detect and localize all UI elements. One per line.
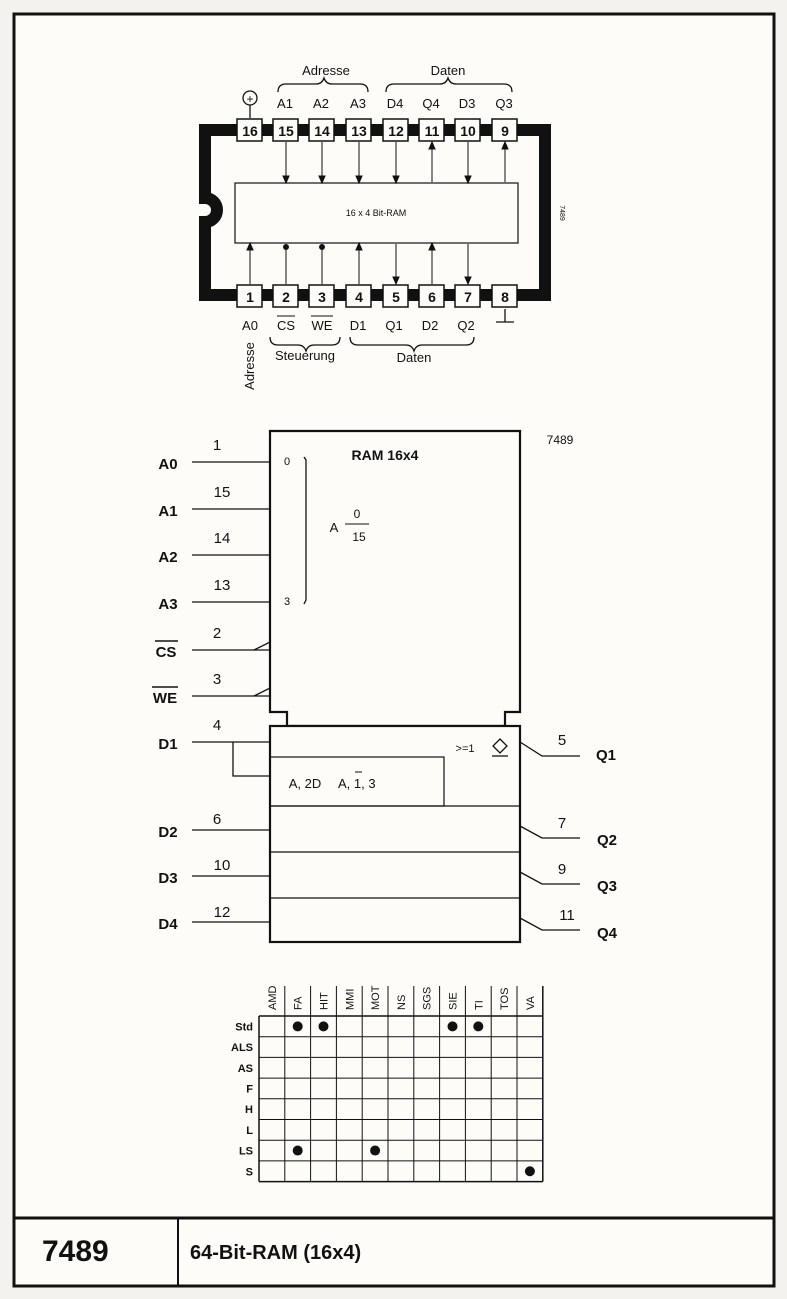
output-name-Q1: Q1 [595,747,617,764]
table-column-header: TI [473,1000,486,1010]
addr-range-end: 3 [283,596,291,608]
input-name-D4: D4 [158,916,178,933]
output-pin-Q3: 9 [557,861,567,878]
input-pin-A2: 14 [213,530,231,547]
bottom-pin-sig-7: Q2 [457,318,475,333]
availability-dot [525,1166,535,1176]
top-pin-sig-9: Q3 [495,96,513,111]
table-row-header: Std [235,1021,253,1034]
footer-title: 64-Bit-RAM (16x4) [190,1242,362,1264]
table-column-header: VA [524,996,537,1010]
bottom-pin-sig-5: Q1 [385,318,403,333]
input-name-A2: A2 [158,549,178,566]
table-column-header: MMI [344,988,357,1010]
input-name-D1: D1 [158,736,178,753]
output-name-Q4: Q4 [596,925,618,942]
input-pin-A0: 1 [212,437,222,454]
bottom-pin-num-1: 1 [246,289,254,305]
table-row-header: AS [237,1062,253,1075]
input-name-CS: CS [155,644,177,661]
chip-side-label: 7489 [558,205,565,221]
top-pin-sig-14: A2 [313,96,329,111]
addr-bottom-label: 15 [352,530,366,544]
group-label-daten-top: Daten [430,63,466,78]
availability-dot [293,1021,303,1031]
table-row-header: L [246,1124,253,1137]
bottom-pin-num-3: 3 [318,289,326,305]
output-pin-Q2: 7 [557,815,567,832]
top-pin-sig-12: D4 [386,96,404,111]
bottom-pin-num-6: 6 [428,289,436,305]
input-pin-D1: 4 [212,717,222,734]
bottom-pin-sig-1: A0 [242,318,258,333]
bottom-pin-num-4: 4 [355,289,363,305]
group-label-adresse-vertical: Adresse [242,342,257,390]
input-pin-D4: 12 [213,904,231,921]
bottom-pin-sig-2: CS [276,318,296,333]
bottom-pin-sig-6: D2 [421,318,439,333]
availability-dot [473,1021,483,1031]
input-name-A3: A3 [158,596,178,613]
availability-dot [448,1021,458,1031]
input-pin-A3: 13 [213,577,231,594]
input-pin-D3: 10 [213,857,231,874]
group-label-steuerung: Steuerung [275,348,335,363]
vcc-symbol: + [246,92,254,106]
table-column-header: TOS [499,987,512,1010]
data-label-a: A, 2D [288,776,322,791]
input-pin-CS: 2 [212,625,222,642]
output-name-Q2: Q2 [596,832,618,849]
bottom-pin-num-2: 2 [282,289,290,305]
logic-title: RAM 16x4 [351,447,419,463]
output-pin-Q1: 5 [557,732,567,749]
top-pin-num-13: 13 [351,123,367,139]
table-column-header: MOT [370,985,383,1010]
addr-a-label: A [329,520,339,535]
chip-label: 16 x 4 Bit-RAM [345,208,407,218]
output-pin-Q4: 11 [559,907,575,924]
table-column-header: AMD [266,985,279,1010]
top-pin-num-9: 9 [501,123,509,139]
bottom-pin-sig-4: D1 [349,318,367,333]
top-pin-sig-10: D3 [458,96,476,111]
table-row-header: ALS [231,1042,253,1055]
data-label-b: A, 1, 3 [338,776,376,791]
availability-dot [293,1146,303,1156]
availability-dot [370,1146,380,1156]
table-row-header: LS [238,1145,253,1158]
table-row-header: S [245,1166,253,1179]
table-column-header: NS [395,994,408,1010]
output-name-Q3: Q3 [596,878,618,895]
logic-part-label: 7489 [546,433,574,447]
top-pin-num-16: 16 [242,123,258,139]
top-pin-sig-13: A3 [350,96,366,111]
input-name-A1: A1 [158,503,178,520]
top-pin-num-12: 12 [388,123,404,139]
input-name-D2: D2 [158,824,178,841]
top-pin-sig-11: Q4 [422,96,440,111]
top-pin-num-10: 10 [460,123,476,139]
top-pin-num-15: 15 [278,123,294,139]
addr-range-start: 0 [283,456,291,468]
top-pin-num-11: 11 [424,123,440,139]
input-pin-D2: 6 [212,811,222,828]
group-label-daten-bottom: Daten [396,350,432,365]
input-name-WE: WE [152,690,178,707]
input-pin-A1: 15 [213,484,231,501]
table-column-header: SGS [421,986,434,1010]
table-row-header: F [246,1083,253,1096]
addr-top-label: 0 [353,507,361,521]
or-label: >=1 [455,743,475,755]
bottom-pin-sig-3: WE [311,318,333,333]
availability-dot [319,1021,329,1031]
input-name-D3: D3 [158,870,178,887]
footer-part-number: 7489 [42,1235,109,1268]
group-label-adresse-top: Adresse [302,63,350,78]
bottom-pin-num-8: 8 [501,289,509,305]
bottom-pin-num-7: 7 [464,289,472,305]
top-pin-sig-15: A1 [277,96,293,111]
top-pin-num-14: 14 [314,123,330,139]
table-column-header: HIT [318,992,331,1010]
table-column-header: FA [292,996,305,1010]
table-column-header: SIE [447,992,460,1010]
input-pin-WE: 3 [212,671,222,688]
input-name-A0: A0 [158,456,178,473]
table-row-header: H [245,1104,253,1117]
bottom-pin-num-5: 5 [392,289,400,305]
